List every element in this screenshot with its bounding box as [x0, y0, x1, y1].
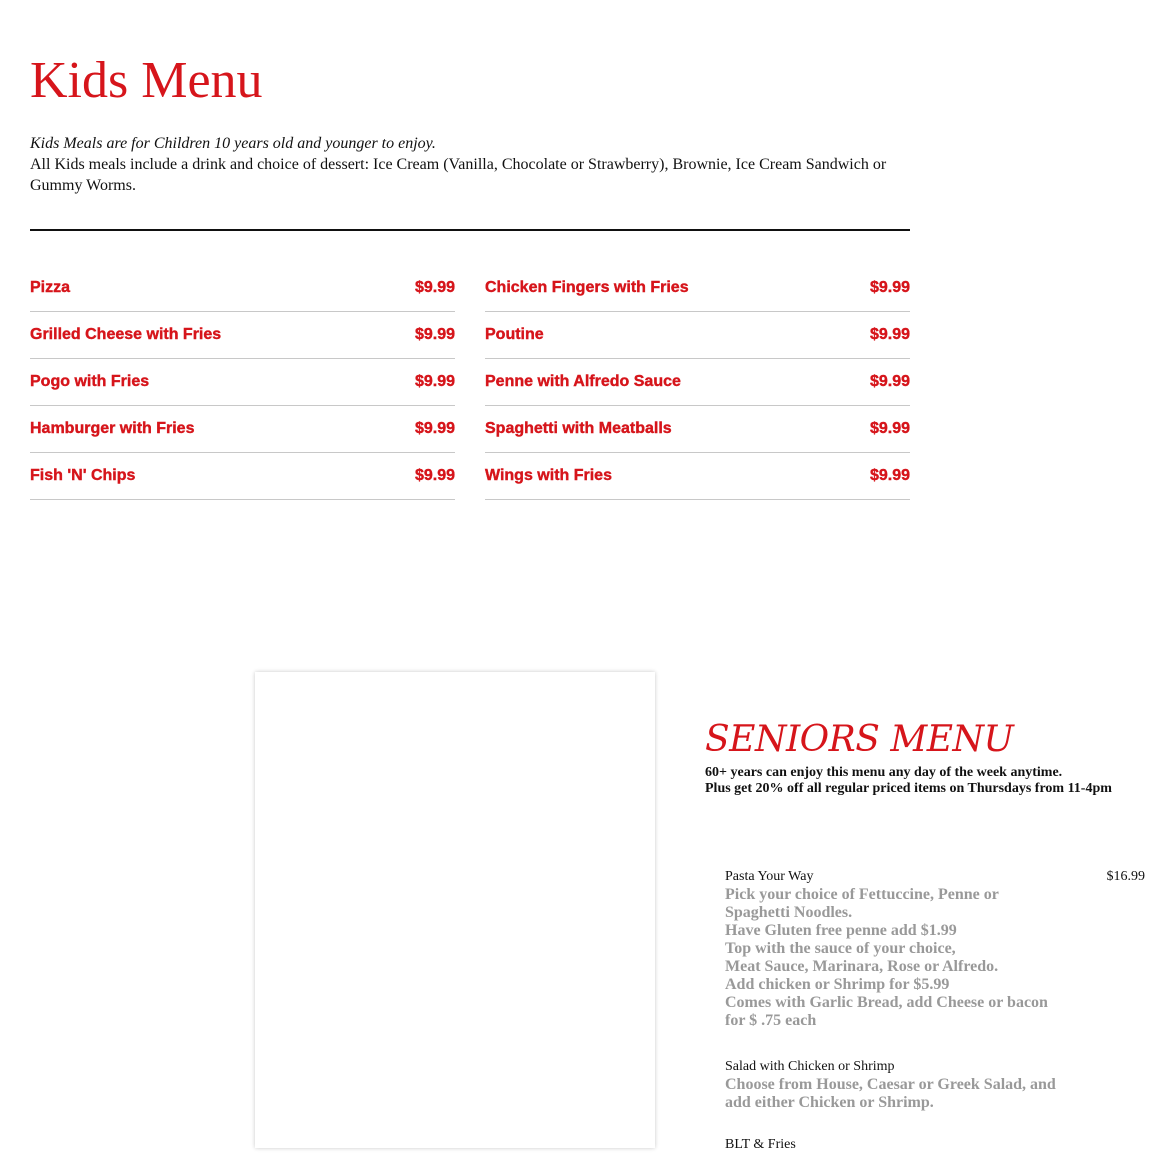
menu-item-price: $9.99	[869, 373, 910, 390]
menu-item-name: Hamburger with Fries	[30, 420, 195, 437]
menu-item-name: Fish 'N' Chips	[30, 467, 136, 484]
menu-item-price: $9.99	[869, 279, 910, 296]
seniors-item-description	[725, 1076, 1065, 1112]
menu-item-price: $9.99	[414, 373, 455, 390]
seniors-intro	[705, 765, 1112, 797]
kids-menu-right-column	[485, 265, 910, 500]
kids-intro	[30, 133, 910, 196]
menu-item-price: $9.99	[414, 326, 455, 343]
seniors-item-name: Pasta Your Way	[725, 869, 814, 884]
section-divider	[30, 229, 910, 231]
menu-item	[485, 453, 910, 500]
menu-item	[30, 453, 455, 500]
kids-age-note: Kids Meals are for Children 10 years old and younger to enjoy.	[30, 135, 436, 152]
description-line: Comes with Garlic Bread, add Cheese or bacon for $ .75 each	[725, 994, 1048, 1029]
description-line: Top with the sauce of your choice,	[725, 940, 956, 957]
menu-item-name: Penne with Alfredo Sauce	[485, 373, 681, 390]
seniors-menu-title: SENIORS MENU	[705, 719, 1014, 760]
menu-item-price: $9.99	[869, 467, 910, 484]
menu-item	[30, 406, 455, 453]
description-line: Have Gluten free penne add $1.99	[725, 922, 957, 939]
menu-item	[30, 359, 455, 406]
seniors-menu-image-placeholder	[255, 672, 655, 1148]
menu-item	[30, 312, 455, 359]
description-line: Add chicken or Shrimp for $5.99	[725, 976, 950, 993]
menu-item-name: Chicken Fingers with Fries	[485, 279, 689, 296]
seniors-item-price: $16.99	[1106, 869, 1145, 884]
description-line: Choose from House, Caesar or Greek Salad, and add either Chicken or Shrimp.	[725, 1076, 1056, 1111]
menu-item-price: $9.99	[869, 326, 910, 343]
seniors-discount-note: Plus get 20% off all regular priced items on Thursdays from 11-4pm	[705, 781, 1112, 796]
menu-item-name: Poutine	[485, 326, 544, 343]
menu-item-price: $9.99	[414, 279, 455, 296]
seniors-menu-item	[725, 868, 1145, 1030]
menu-item-name: Pogo with Fries	[30, 373, 150, 390]
menu-item-price: $9.99	[869, 420, 910, 437]
description-line: Meat Sauce, Marinara, Rose or Alfredo.	[725, 958, 999, 975]
kids-includes-note: All Kids meals include a drink and choice of dessert: Ice Cream (Vanilla, Chocolate or Strawberry), Brownie, Ice Cream Sandwich or Gummy Worms.	[30, 156, 887, 194]
seniors-item-description	[725, 886, 1065, 1030]
menu-item-name: Wings with Fries	[485, 467, 612, 484]
menu-item	[485, 406, 910, 453]
menu-item-name: Grilled Cheese with Fries	[30, 326, 222, 343]
menu-item	[485, 359, 910, 406]
seniors-age-note: 60+ years can enjoy this menu any day of the week anytime.	[705, 765, 1063, 780]
menu-item	[485, 312, 910, 359]
description-line: Pick your choice of Fettuccine, Penne or Spaghetti Noodles.	[725, 886, 999, 921]
kids-menu-left-column	[30, 265, 455, 500]
menu-item-name: Pizza	[30, 279, 71, 296]
menu-item	[485, 265, 910, 312]
menu-item-price: $9.99	[414, 467, 455, 484]
seniors-item-name: Salad with Chicken or Shrimp	[725, 1059, 895, 1074]
seniors-menu-item	[725, 1136, 1145, 1154]
seniors-menu-item	[725, 1058, 1145, 1112]
menu-item-price: $9.99	[414, 420, 455, 437]
seniors-item-name: BLT & Fries	[725, 1137, 796, 1152]
menu-item-name: Spaghetti with Meatballs	[485, 420, 672, 437]
kids-menu-title: Kids Menu	[30, 52, 263, 109]
menu-item	[30, 265, 455, 312]
